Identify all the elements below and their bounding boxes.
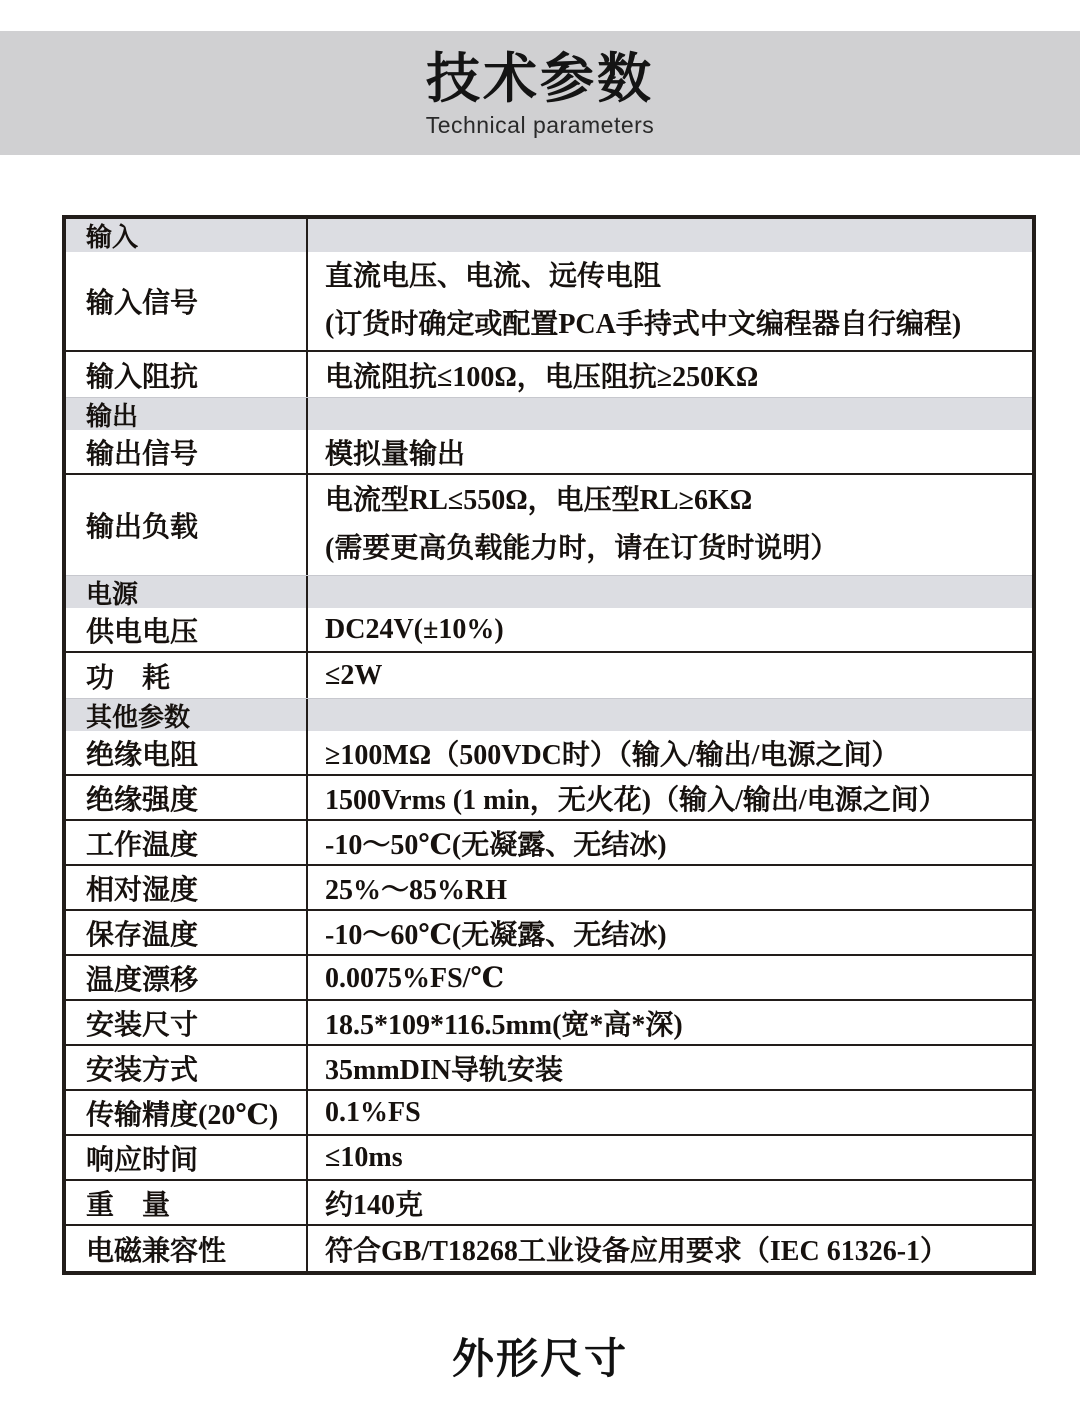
param-value-line: -10～60℃(无凝露、无结冰): [325, 919, 667, 951]
param-value-line: (需要更高负载能力时，请在订货时说明）: [325, 533, 839, 564]
param-label-cell: 温度漂移: [66, 956, 308, 999]
section-label-cell: 输入: [66, 219, 308, 252]
table-row: [66, 1226, 1032, 1271]
param-label-cell: 输出负载: [66, 475, 308, 575]
param-value-line: 约140克: [325, 1189, 424, 1221]
page-title: 技术参数: [426, 49, 654, 109]
param-value-cell: [308, 1001, 1032, 1044]
table-row: [66, 430, 1032, 475]
param-value-cell: [308, 608, 1032, 651]
param-value-cell: [308, 219, 1032, 252]
param-value-cell: [308, 653, 1032, 698]
table-row: [66, 1181, 1032, 1226]
param-label-cell: 输入信号: [66, 252, 308, 350]
table-row: [66, 252, 1032, 352]
param-label-cell: 绝缘强度: [66, 776, 308, 819]
section-label-cell: 输出: [66, 398, 308, 430]
param-value-line: ≥100MΩ（500VDC时）（输入/输出/电源之间）: [325, 739, 900, 771]
param-value-cell: [308, 475, 1032, 575]
param-value-line: 符合GB/T18268工业设备应用要求（IEC 61326-1）: [325, 1235, 949, 1267]
section-row: [66, 698, 1032, 731]
table-row: [66, 776, 1032, 821]
param-value-cell: [308, 576, 1032, 608]
param-label-cell: 功 耗: [66, 653, 308, 698]
param-value-line: 25%～85%RH: [325, 874, 508, 906]
section-label-cell: 其他参数: [66, 699, 308, 731]
param-value-cell: [308, 1136, 1032, 1179]
param-value-line: DC24V(±10%): [325, 613, 504, 645]
param-value-cell: [308, 699, 1032, 731]
param-value-line: 18.5*109*116.5mm(宽*高*深): [325, 1009, 683, 1041]
param-value-line: 电流型RL≤550Ω，电压型RL≥6KΩ: [325, 485, 753, 516]
param-value-line: ≤2W: [325, 659, 383, 691]
table-row: [66, 608, 1032, 653]
param-value-line: 35mmDIN导轨安装: [325, 1054, 563, 1086]
param-value-line: 1500Vrms (1 min，无火花)（输入/输出/电源之间）: [325, 784, 947, 816]
param-label-cell: 传输精度(20℃): [66, 1091, 308, 1134]
param-value-cell: [308, 398, 1032, 430]
param-label-cell: 重 量: [66, 1181, 308, 1224]
table-row: [66, 956, 1032, 1001]
technical-parameters-table: [62, 215, 1036, 1275]
param-label-cell: 工作温度: [66, 821, 308, 864]
table-row: [66, 1091, 1032, 1136]
param-value-cell: [308, 956, 1032, 999]
table-row: [66, 475, 1032, 575]
param-value-line: ≤10ms: [325, 1141, 403, 1173]
param-value-line: 模拟量输出: [325, 438, 466, 470]
param-value-cell: [308, 1091, 1032, 1134]
param-value-cell: [308, 776, 1032, 819]
table-row: [66, 821, 1032, 866]
section-label-cell: 电源: [66, 576, 308, 608]
param-value-cell: [308, 1181, 1032, 1224]
param-value-cell: [308, 352, 1032, 397]
table-row: [66, 653, 1032, 698]
table-row: [66, 866, 1032, 911]
param-value-cell: [308, 821, 1032, 864]
param-value-line: 电流阻抗≤100Ω，电压阻抗≥250KΩ: [325, 361, 759, 393]
header-band: [0, 31, 1080, 155]
param-value-cell: [308, 430, 1032, 473]
param-label-cell: 供电电压: [66, 608, 308, 651]
param-value-cell: [308, 911, 1032, 954]
section-row: [66, 575, 1032, 608]
param-label-cell: 绝缘电阻: [66, 731, 308, 774]
param-value-line: 0.0075%FS/℃: [325, 962, 505, 994]
param-label-cell: 相对湿度: [66, 866, 308, 909]
param-label-cell: 电磁兼容性: [66, 1226, 308, 1271]
table-row: [66, 1136, 1032, 1181]
param-value-cell: [308, 1226, 1032, 1271]
param-value-line: 0.1%FS: [325, 1096, 421, 1128]
section-heading-outline-dimensions: 外形尺寸: [451, 1335, 628, 1382]
param-value-cell: [308, 252, 1032, 350]
table-row: [66, 1001, 1032, 1046]
param-label-cell: 安装尺寸: [66, 1001, 308, 1044]
param-value-line: 直流电压、电流、远传电阻: [325, 261, 662, 292]
param-value-cell: [308, 1046, 1032, 1089]
section-row: [66, 397, 1032, 430]
param-label-cell: 输出信号: [66, 430, 308, 473]
param-label-cell: 输入阻抗: [66, 352, 308, 397]
param-label-cell: 响应时间: [66, 1136, 308, 1179]
param-value-line: (订货时确定或配置PCA手持式中文编程器自行编程): [325, 309, 962, 340]
param-label-cell: 安装方式: [66, 1046, 308, 1089]
page-subtitle: Technical parameters: [425, 111, 655, 138]
param-value-cell: [308, 866, 1032, 909]
param-label-cell: 保存温度: [66, 911, 308, 954]
table-row: [66, 731, 1032, 776]
table-row: [66, 911, 1032, 956]
table-row: [66, 1046, 1032, 1091]
param-value-line: -10～50℃(无凝露、无结冰): [325, 829, 667, 861]
param-value-cell: [308, 731, 1032, 774]
section-row: [66, 219, 1032, 252]
table-row: [66, 352, 1032, 397]
